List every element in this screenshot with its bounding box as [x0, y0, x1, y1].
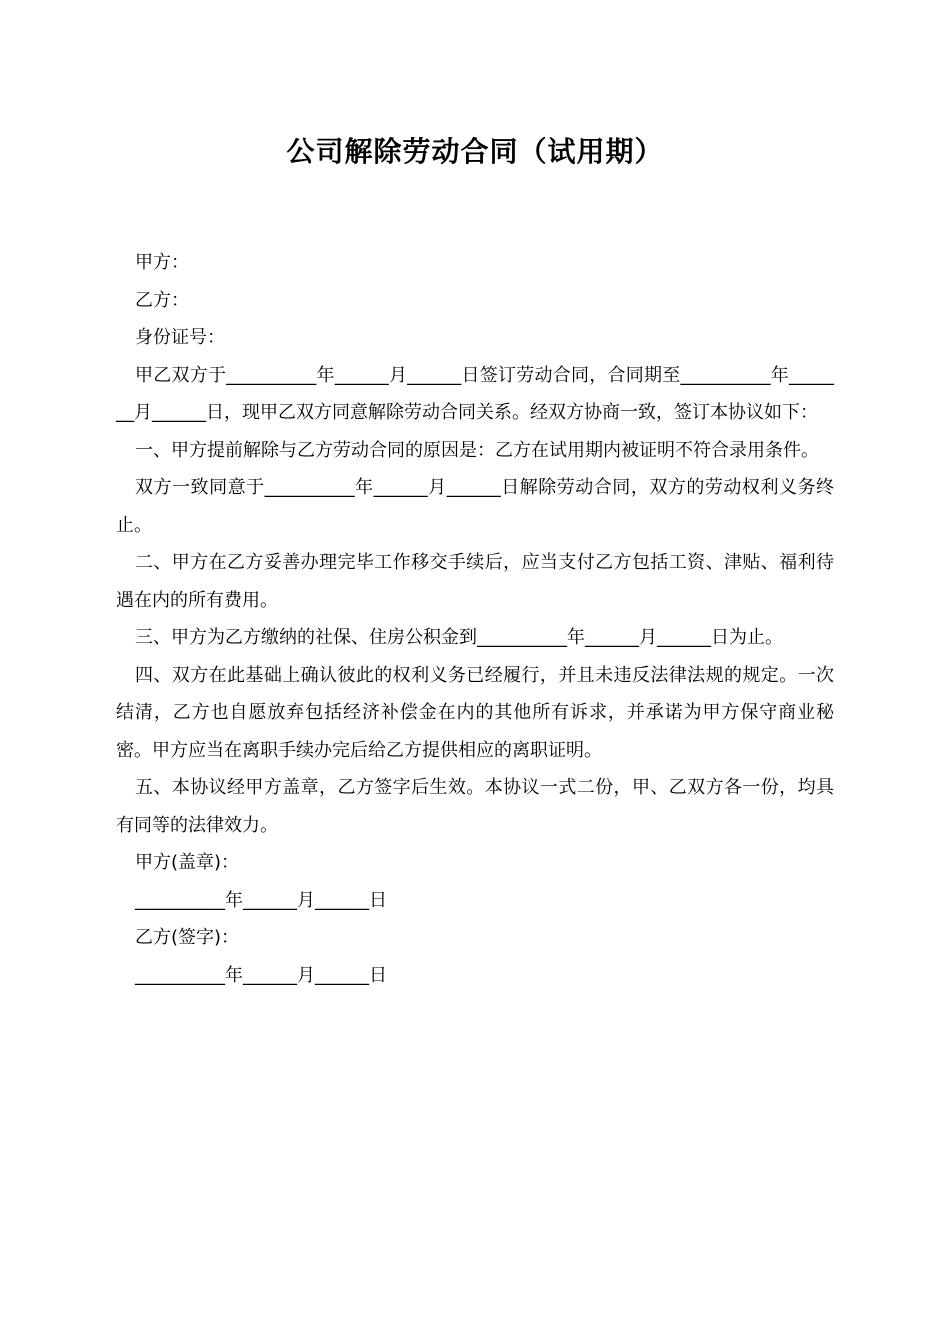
party-a-seal-line: 甲方(盖章)： — [135, 852, 240, 873]
clause-5-paragraph: 五、本协议经甲方盖章，乙方签字后生效。本协议一式二份，甲、乙双方各一份，均具有同等的法律效力。 — [116, 777, 834, 836]
party-b-signature-line: 乙方(签字)： — [135, 927, 240, 948]
party-a-line: 甲方： — [135, 252, 189, 273]
party-b-date-line: __________年______月______日 — [135, 964, 387, 986]
clause-1-paragraph: 一、甲方提前解除与乙方劳动合同的原因是：乙方在试用期内被证明不符合录用条件。 — [135, 439, 819, 461]
contract-dates-paragraph: 甲乙双方于__________年______月______日签订劳动合同，合同期至__________年_______月______日，现甲乙双方同意解除劳动合同关系。经双方协商一致，签订本协议如下： — [116, 364, 834, 423]
termination-date-paragraph: 双方一致同意于__________年______月______日解除劳动合同，双方的劳动权利义务终止。 — [116, 477, 834, 536]
document-title: 公司解除劳动合同（试用期） — [286, 135, 664, 168]
party-b-line: 乙方： — [135, 289, 189, 311]
clause-3-paragraph: 三、甲方为乙方缴纳的社保、住房公积金到__________年______月______日为止。 — [135, 627, 783, 648]
clause-2-paragraph: 二、甲方在乙方妥善办理完毕工作移交手续后，应当支付乙方包括工资、津贴、福利待遇在内的所有费用。 — [116, 552, 834, 611]
clause-4-paragraph: 四、双方在此基础上确认彼此的权利义务已经履行，并且未违反法律法规的规定。一次结清，乙方也自愿放弃包括经济补偿金在内的其他所有诉求，并承诺为甲方保守商业秘密。甲方应当在离职手续办完后给乙方提供相应的离职证明。 — [116, 664, 834, 761]
party-a-date-line: __________年______月______日 — [135, 889, 387, 911]
id-number-line: 身份证号： — [135, 327, 225, 348]
document-body — [116, 244, 834, 994]
